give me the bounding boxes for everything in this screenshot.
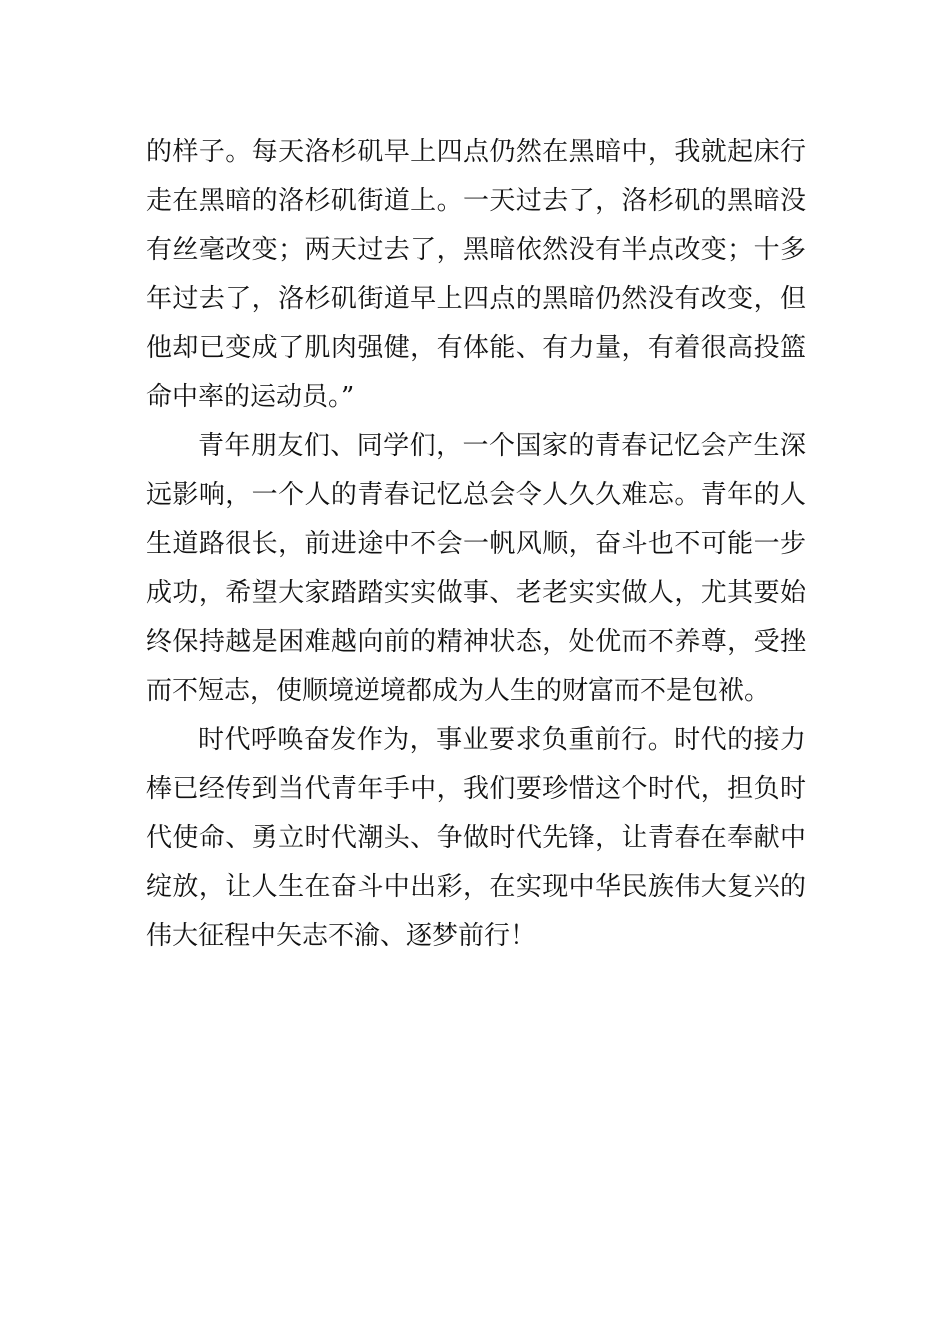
text-line: 棒已经传到当代青年手中，我们要珍惜这个时代，担负时	[146, 774, 806, 804]
text-line: 代使命、勇立时代潮头、争做时代先锋，让青春在奉献中	[146, 823, 806, 853]
text-line: 青年朋友们、同学们，一个国家的青春记忆会产生深	[198, 431, 806, 461]
text-line: 成功，希望大家踏踏实实做事、老老实实做人，尤其要始	[146, 578, 806, 608]
paragraph-2	[146, 422, 806, 716]
text-line: 伟大征程中矢志不渝、逐梦前行！	[146, 921, 537, 951]
paragraph-3	[146, 716, 806, 961]
body-text	[146, 128, 806, 961]
text-line: 生道路很长，前进途中不会一帆风顺，奋斗也不可能一步	[146, 529, 806, 559]
text-line: 走在黑暗的洛杉矶街道上。一天过去了，洛杉矶的黑暗没	[146, 186, 806, 216]
text-line: 有丝毫改变；两天过去了，黑暗依然没有半点改变；十多	[146, 235, 806, 265]
text-line: 而不短志，使顺境逆境都成为人生的财富而不是包袱。	[146, 676, 771, 706]
text-line: 年过去了，洛杉矶街道早上四点的黑暗仍然没有改变，但	[146, 284, 806, 314]
text-line: 远影响，一个人的青春记忆总会令人久久难忘。青年的人	[146, 480, 806, 510]
text-line: 他却已变成了肌肉强健，有体能、有力量，有着很高投篮	[146, 333, 806, 363]
text-line: 的样子。每天洛杉矶早上四点仍然在黑暗中，我就起床行	[146, 137, 806, 167]
text-line: 终保持越是困难越向前的精神状态，处优而不养尊，受挫	[146, 627, 806, 657]
text-line: 绽放，让人生在奋斗中出彩，在实现中华民族伟大复兴的	[146, 872, 806, 902]
paragraph-1	[146, 128, 806, 422]
text-line: 命中率的运动员。”	[146, 382, 355, 412]
text-line: 时代呼唤奋发作为，事业要求负重前行。时代的接力	[198, 725, 806, 755]
